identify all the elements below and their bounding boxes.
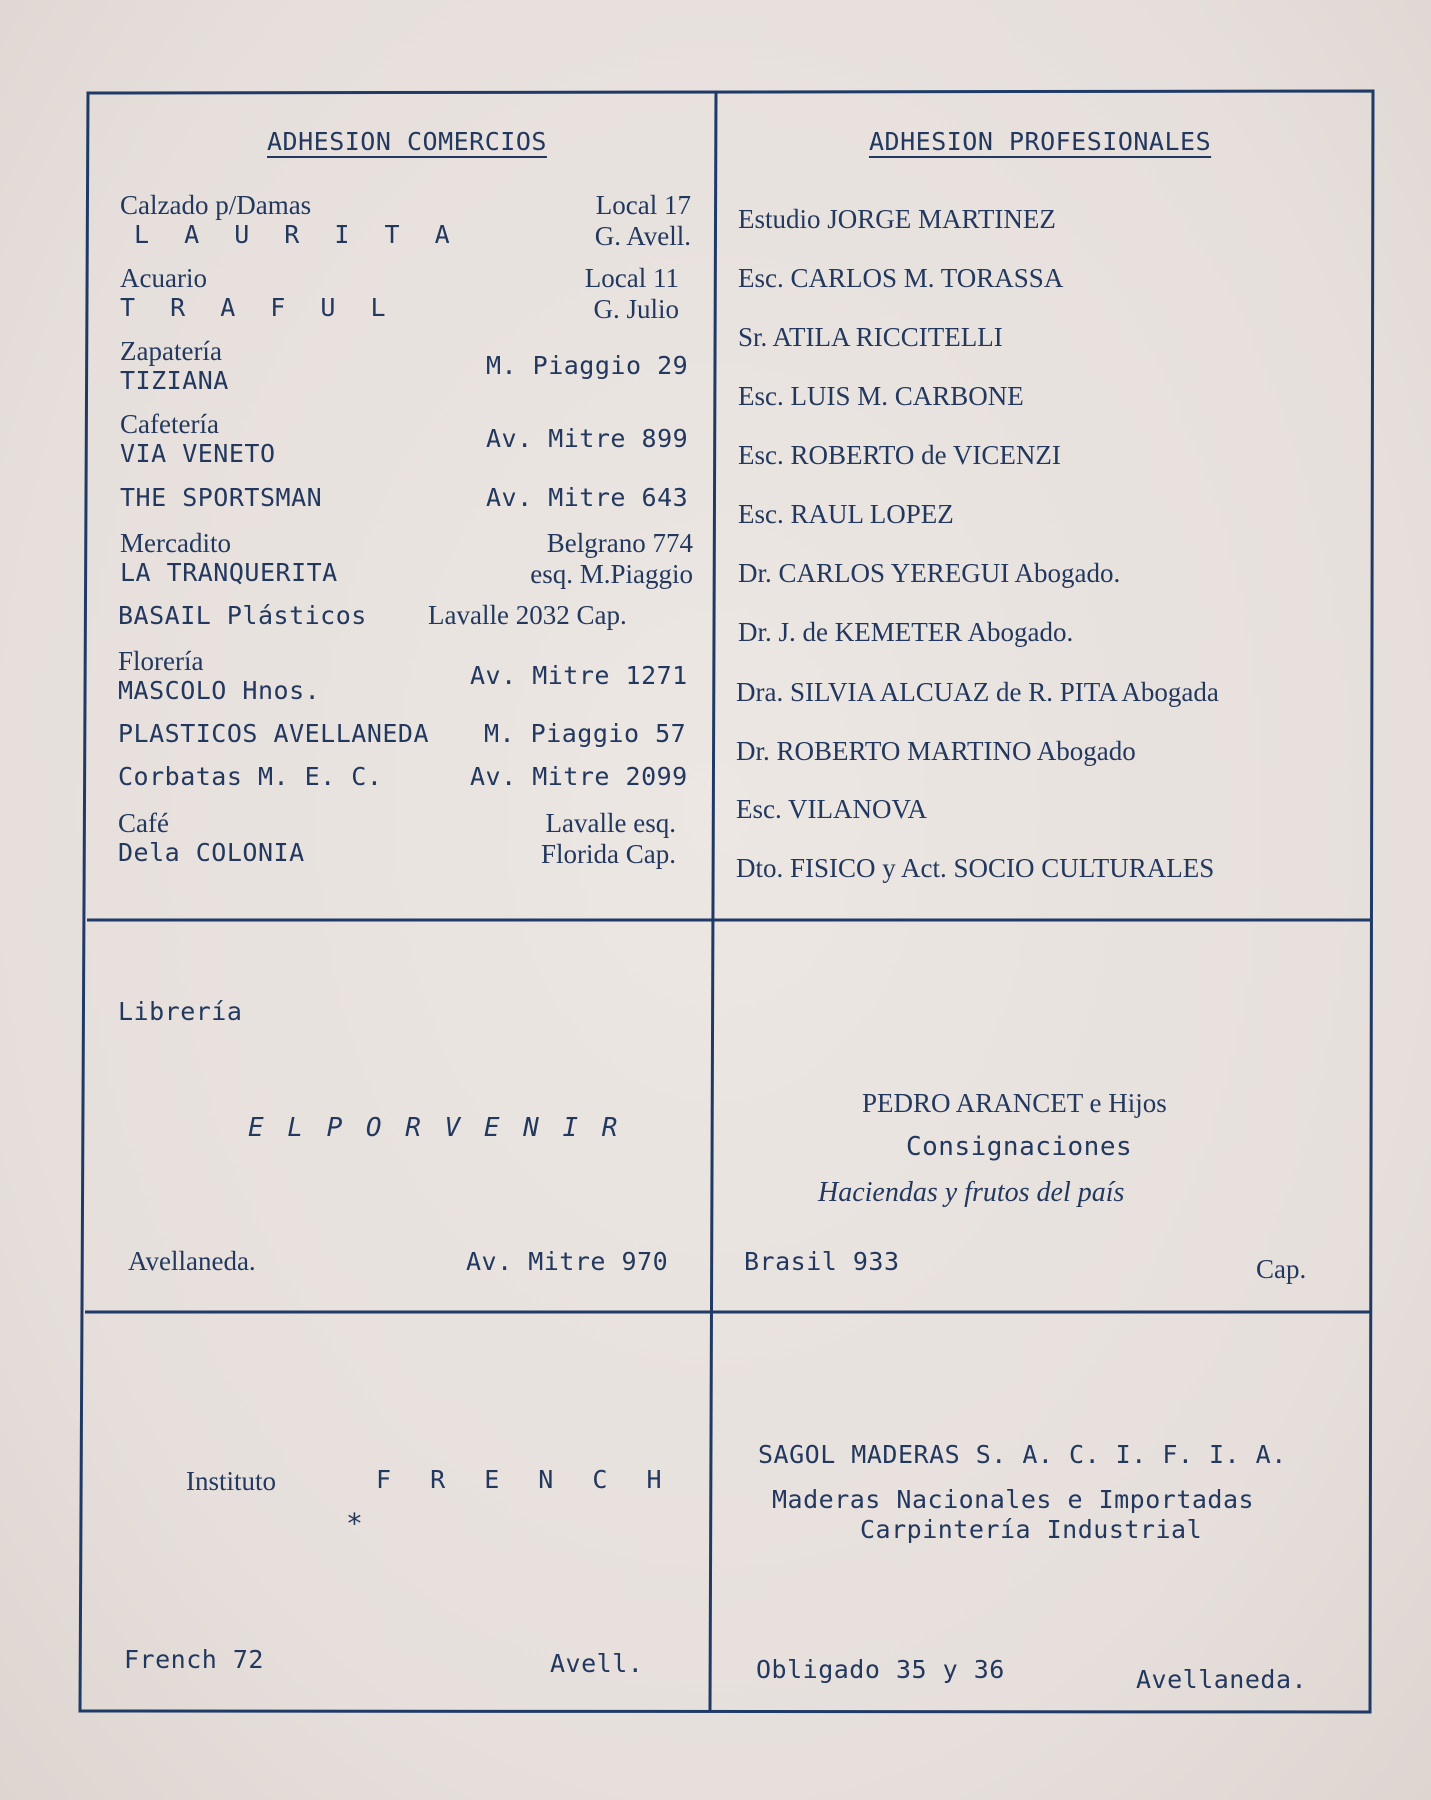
entry-address: Local 17: [595, 190, 691, 220]
entry-name: Cafetería: [120, 409, 219, 439]
list-item-address: [541, 808, 676, 870]
professionals-heading: ADHESION PROFESIONALES: [869, 127, 1212, 156]
libreria-name: E L P O R V E N I R: [248, 1113, 622, 1143]
arancet-line2: Consignaciones: [906, 1132, 1133, 1162]
french-city: Avell.: [550, 1649, 644, 1678]
entry-address: Belgrano 774: [546, 528, 693, 558]
entry-name: Florería: [118, 646, 204, 676]
list-item: Esc. CARLOS M. TORASSA: [738, 263, 1064, 293]
center-divider: [710, 92, 716, 1711]
entry-name: Mercadito: [120, 528, 231, 558]
list-item: Estudio JORGE MARTINEZ: [738, 204, 1056, 234]
entry-address: M. Piaggio 57: [484, 719, 687, 748]
arancet-line3: Haciendas y frutos del país: [818, 1177, 1125, 1208]
entry-name: BASAIL Plásticos: [118, 601, 367, 630]
entry-address: Lavalle 2032 Cap.: [428, 600, 627, 630]
entry-name: THE SPORTSMAN: [120, 483, 323, 512]
list-item: [120, 190, 460, 250]
list-item: Esc. LUIS M. CARBONE: [738, 381, 1024, 411]
entry-name-2: LA TRANQUERITA: [120, 558, 338, 588]
entry-name-2: TIZIANA: [120, 366, 229, 396]
french-name: F R E N C H: [376, 1465, 674, 1494]
list-item: Dr. ROBERTO MARTINO Abogado: [736, 736, 1136, 766]
list-item: Dto. FISICO y Act. SOCIO CULTURALES: [736, 853, 1215, 883]
list-item: [120, 336, 229, 396]
french-label: Instituto: [186, 1466, 277, 1496]
list-item: [120, 409, 276, 469]
entry-name: PLASTICOS AVELLANEDA: [118, 719, 430, 748]
entry-name-2: L A U R I T A: [134, 220, 460, 250]
entry-name-2: T R A F U L: [120, 293, 396, 323]
libreria-city: Avellaneda.: [128, 1246, 256, 1276]
list-item-address: [585, 263, 679, 325]
sagol-line2: Maderas Nacionales e Importadas: [772, 1485, 1255, 1514]
commerce-heading: ADHESION COMERCIOS: [267, 127, 547, 156]
entry-name: Zapatería: [120, 336, 222, 366]
entry-address: M. Piaggio 29: [486, 351, 689, 380]
entry-address: Av. Mitre 899: [486, 424, 689, 453]
arancet-name: PEDRO ARANCET e Hijos: [862, 1088, 1167, 1118]
list-item: Esc. ROBERTO de VICENZI: [738, 440, 1061, 470]
entry-name: Acuario: [120, 263, 207, 293]
entry-address: Av. Mitre 1271: [470, 661, 688, 690]
entry-name-2: VIA VENETO: [120, 439, 276, 469]
list-item: [118, 646, 320, 706]
entry-address-2: G. Avell.: [594, 221, 691, 252]
list-item: [120, 263, 396, 323]
list-item: [118, 808, 305, 868]
list-item: Esc. VILANOVA: [736, 794, 927, 824]
libreria-label: Librería: [118, 997, 243, 1026]
list-item-address: [595, 190, 691, 252]
list-item: Dra. SILVIA ALCUAZ de R. PITA Abogada: [736, 677, 1219, 707]
entry-address-2: G. Julio: [593, 294, 679, 325]
star-icon: *: [346, 1507, 364, 1540]
list-item: Dr. CARLOS YEREGUI Abogado.: [738, 558, 1121, 588]
entry-name: Café: [118, 808, 169, 838]
sagol-line3: Carpintería Industrial: [860, 1515, 1203, 1544]
arancet-address: Brasil 933: [744, 1247, 900, 1276]
entry-name: Calzado p/Damas: [120, 190, 312, 220]
french-address: French 72: [124, 1645, 264, 1674]
entry-address-2: Florida Cap.: [541, 839, 676, 870]
sagol-address: Obligado 35 y 36: [756, 1655, 1005, 1684]
entry-address: Av. Mitre 2099: [470, 762, 688, 791]
list-item-address: [530, 528, 693, 590]
arancet-city: Cap.: [1256, 1254, 1307, 1284]
entry-address: Av. Mitre 643: [486, 483, 689, 512]
list-item: Esc. RAUL LOPEZ: [738, 499, 954, 529]
sagol-city: Avellaneda.: [1136, 1665, 1308, 1694]
list-item: Dr. J. de KEMETER Abogado.: [738, 617, 1074, 647]
list-item: Sr. ATILA RICCITELLI: [738, 322, 1003, 352]
list-item: [120, 528, 338, 588]
entry-name-2: Dela COLONIA: [118, 838, 305, 868]
entry-address: Lavalle esq.: [545, 808, 676, 838]
entry-name-2: MASCOLO Hnos.: [118, 676, 321, 706]
entry-address-2: esq. M.Piaggio: [530, 559, 693, 590]
entry-name: Corbatas M. E. C.: [118, 762, 383, 791]
libreria-address: Av. Mitre 970: [466, 1247, 669, 1276]
entry-address: Local 11: [584, 263, 679, 293]
sagol-name: SAGOL MADERAS S. A. C. I. F. I. A.: [758, 1440, 1287, 1469]
